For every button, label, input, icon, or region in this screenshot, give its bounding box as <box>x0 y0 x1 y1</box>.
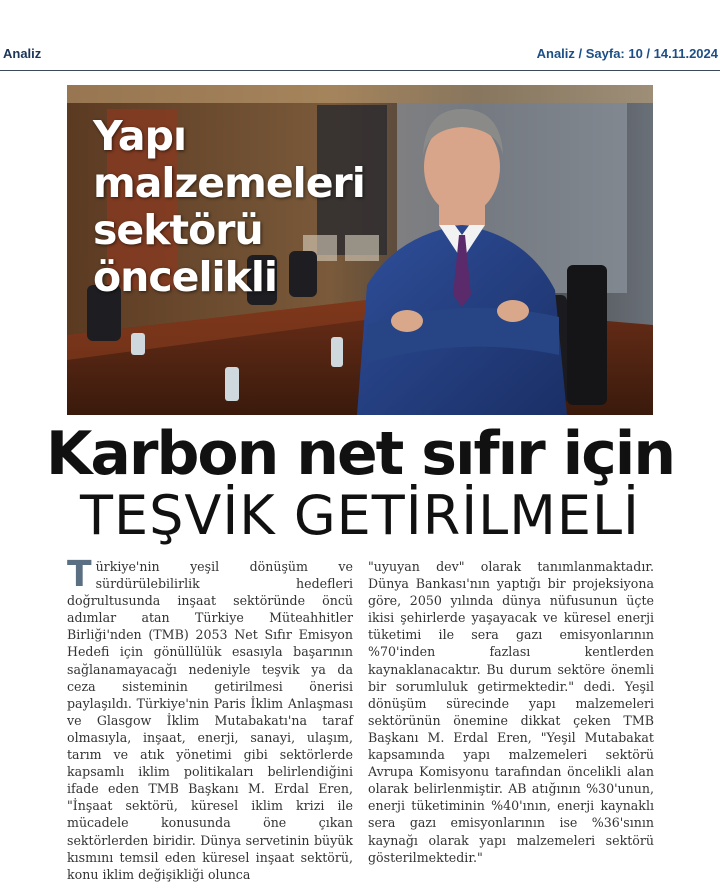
page-meta: Analiz / Sayfa: 10 / 14.11.2024 <box>536 46 718 61</box>
article-text: "uyuyan dev" olarak tanımlanmaktadır. Dünya Bankası'nın yaptığı bir projeksiyona göre, 2050 yılında dünya nüfusunun üçte ikisi şehirlerde yaşayacak ve küresel enerji tüketimi ile sera gazı emisyonlarının %70'inden fazlası kentlerden kaynaklanacaktır. Bu durum sektöre önemli bir sorumluluk getirmektedir." dedi. Yeşil dönüşüm sürecinde yapı malzemeleri sektörünün önemine dikkat çeken TMB Başkanı M. Erdal Eren, "Yeşil Mutabakat kapsamında yapı malzemeleri sektörü Avrupa Komisyonu tarafından öncelikli alan olarak belirlenmiştir. AB atığının %30'unun, enerji tüketiminin %40'ının, enerji kaynaklı sera gazı emisyonlarının ise %36'sının kaynağı olarak yapı malzemeleri sektörü gösterilmektedir." <box>368 559 654 865</box>
page-header <box>0 0 720 71</box>
article-photo <box>67 85 653 415</box>
overlay-line: Yapı <box>93 112 186 160</box>
article-text: ürkiye'nin yeşil dönüşüm ve sürdürülebilirlik hedefleri doğrultusunda inşaat sektöründe öncü adımlar atan Türkiye Müteahhitler Birliği'nden (TMB) 2053 Net Sıfır Emisyon Hedefi için gönüllülük esasıyla başarının sağlanamayacağı nedeniyle teşvik ya da ceza sisteminin getirilmesi önerisi paylaşıldı. Türkiye'nin Paris İklim Anlaşması ve Glasgow İklim Mutabakatı'na taraf olmasıyla, inşaat, enerji, sanayi, ulaşım, tarım ve atık yönetimi gibi sektörlerde kapsamlı iklim politikaları belirlendiğini ifade eden TMB Başkanı M. Erdal Eren, "İnşaat sektörü, küresel iklim krizi ile mücadele konusunda öne çıkan sektörlerden biridir. Dünya servetinin büyük kısmını temsil eden küresel inşaat sektörü, konu iklim değişikliği olunca <box>67 559 353 882</box>
drop-cap: T <box>67 554 92 595</box>
headline-line-1: Karbon net sıfır için <box>45 419 675 489</box>
overlay-line: malzemeleri <box>93 159 365 207</box>
photo-caption-overlay <box>93 113 365 301</box>
overlay-line: öncelikli <box>93 253 277 301</box>
article-column-1 <box>67 554 353 883</box>
article-column-2 <box>368 558 654 866</box>
overlay-line: sektörü <box>93 206 263 254</box>
headline-line-2: TEŞVİK GETİRİLMELİ <box>80 484 640 547</box>
section-label: Analiz <box>3 46 42 61</box>
